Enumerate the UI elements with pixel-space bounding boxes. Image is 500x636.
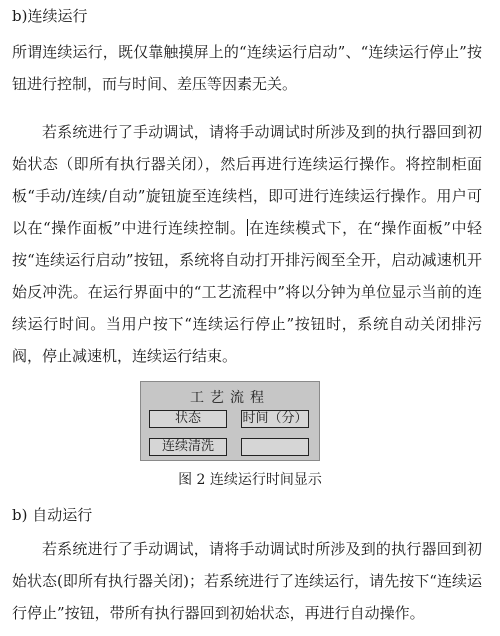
panel-title: 工艺流程 bbox=[190, 390, 270, 406]
process-flow-panel bbox=[140, 381, 320, 461]
continuous-wash-box: 连续清洗 bbox=[149, 438, 227, 456]
procedure-text-part2: 在连续模式下，在“操作面板”中轻按“连续运行启动”按钮，系统将自动打开排污阀至全开，启动减速机开始反冲洗。在运行界面中的“工艺流程中”将以分钟为单位显示当前的连续运行时间。当用户按下“连续运行停止”按钮时，系统自动关闭排污阀，停止减速机，连续运行结束。 bbox=[12, 219, 482, 365]
time-minutes-box: 时间（分） bbox=[242, 411, 308, 426]
procedure-text-part1: 若系统进行了手动调试，请将手动调试时所涉及到的执行器回到初始状态（即所有执行器关闭），然后再进行连续运行操作。将控制柜面板“手动/连续/自动”旋钮旋至连续档，即可进行连续运行操作。用户可以在“操作面板”中进行连续控制。 bbox=[12, 123, 482, 237]
continuous-definition-paragraph: 所谓连续运行，既仅靠触摸屏上的“连续运行启动”、“连续运行停止”按钮进行控制，而与时间、差压等因素无关。 bbox=[12, 43, 482, 93]
figure-caption: 图 2 连续运行时间显示 bbox=[178, 472, 322, 488]
status-box: 状态 bbox=[149, 410, 227, 428]
section-heading-auto: b) 自动运行 bbox=[12, 506, 93, 524]
auto-procedure-paragraph: 若系统进行了手动调试，请将手动调试时所涉及到的执行器回到初始状态(即所有执行器关闭)；若系统进行了连续运行，请先按下“连续运行停止”按钮，带所有执行器回到初始状态，再进行自动操作。 bbox=[12, 540, 482, 622]
text-cursor bbox=[247, 219, 248, 236]
time-value-box bbox=[241, 438, 309, 456]
continuous-procedure-paragraph bbox=[12, 116, 482, 372]
section-heading-continuous: b)连续运行 bbox=[12, 7, 88, 25]
